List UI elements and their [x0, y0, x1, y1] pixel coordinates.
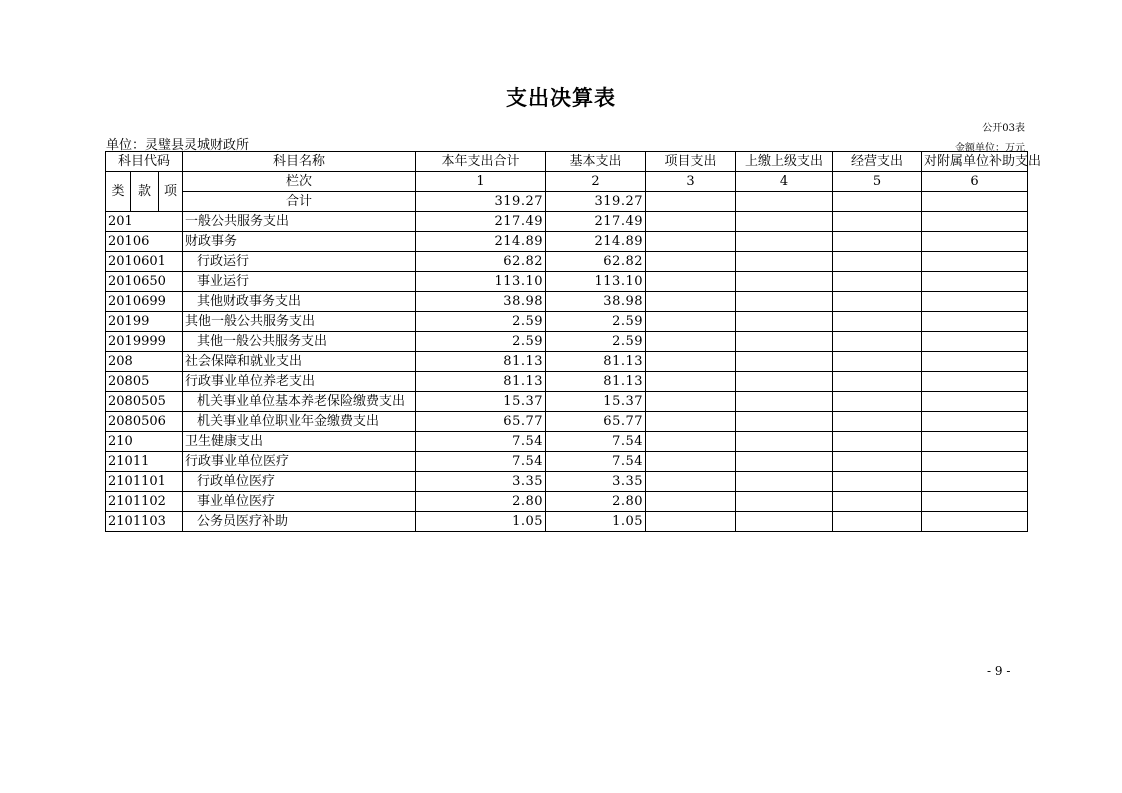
form-number: 公开03表	[982, 123, 1025, 134]
row-total: 81.13	[416, 372, 546, 392]
row-total: 3.35	[416, 472, 546, 492]
row-basic: 7.54	[546, 432, 646, 452]
row-code: 2080505	[106, 392, 183, 412]
row-total: 214.89	[416, 232, 546, 252]
row-code: 2010699	[106, 292, 183, 312]
row-total: 62.82	[416, 252, 546, 272]
table-row	[106, 372, 1028, 392]
header-lei: 类	[106, 172, 131, 212]
row-total: 7.54	[416, 432, 546, 452]
row-total: 2.80	[416, 492, 546, 512]
row-basic: 3.35	[546, 472, 646, 492]
row-total: 217.49	[416, 212, 546, 232]
row-name: 行政事业单位养老支出	[183, 372, 416, 392]
table-row	[106, 252, 1028, 272]
total-basic: 319.27	[546, 192, 646, 212]
page-number: - 9 -	[987, 664, 1011, 678]
row-name: 卫生健康支出	[183, 432, 416, 452]
row-total: 81.13	[416, 352, 546, 372]
col-number-3: 3	[646, 172, 736, 192]
row-basic: 2.80	[546, 492, 646, 512]
row-name: 公务员医疗补助	[183, 512, 416, 532]
header-subsidy: 对附属单位补助支出	[922, 152, 1028, 172]
row-name: 机关事业单位职业年金缴费支出	[183, 412, 416, 432]
row-name: 事业运行	[183, 272, 416, 292]
row-total: 1.05	[416, 512, 546, 532]
row-total: 7.54	[416, 452, 546, 472]
row-name: 行政事业单位医疗	[183, 452, 416, 472]
row-code: 2101101	[106, 472, 183, 492]
row-name: 其他一般公共服务支出	[183, 332, 416, 352]
row-code: 208	[106, 352, 183, 372]
row-basic: 62.82	[546, 252, 646, 272]
row-total: 38.98	[416, 292, 546, 312]
row-name: 事业单位医疗	[183, 492, 416, 512]
row-basic: 81.13	[546, 352, 646, 372]
table-row	[106, 472, 1028, 492]
row-code: 2019999	[106, 332, 183, 352]
table-row	[106, 232, 1028, 252]
header-higher: 上缴上级支出	[736, 152, 833, 172]
row-name: 财政事务	[183, 232, 416, 252]
header-kuan: 款	[131, 172, 159, 212]
row-total: 2.59	[416, 312, 546, 332]
table-row	[106, 272, 1028, 292]
row-code: 20199	[106, 312, 183, 332]
row-basic: 65.77	[546, 412, 646, 432]
col-number-1: 1	[416, 172, 546, 192]
expenditure-table	[105, 151, 1042, 532]
unit-label: 单位：灵璧县灵城财政所	[106, 138, 250, 153]
table-row	[106, 392, 1028, 412]
row-total: 65.77	[416, 412, 546, 432]
col-number-4: 4	[736, 172, 833, 192]
row-code: 2080506	[106, 412, 183, 432]
table-row	[106, 412, 1028, 432]
row-basic: 2.59	[546, 312, 646, 332]
table-row	[106, 332, 1028, 352]
table-row	[106, 452, 1028, 472]
row-basic: 217.49	[546, 212, 646, 232]
row-code: 210	[106, 432, 183, 452]
row-name: 社会保障和就业支出	[183, 352, 416, 372]
table-row	[106, 292, 1028, 312]
header-xiang: 项	[159, 172, 183, 212]
row-code: 201	[106, 212, 183, 232]
row-basic: 2.59	[546, 332, 646, 352]
row-basic: 113.10	[546, 272, 646, 292]
row-basic: 7.54	[546, 452, 646, 472]
total-subsidy	[922, 192, 1028, 212]
total-sum: 319.27	[416, 192, 546, 212]
header-basic: 基本支出	[546, 152, 646, 172]
total-label: 合计	[183, 192, 416, 212]
col-number-2: 2	[546, 172, 646, 192]
total-business	[833, 192, 922, 212]
row-name: 机关事业单位基本养老保险缴费支出	[183, 392, 416, 412]
row-code: 2101103	[106, 512, 183, 532]
page-title: 支出决算表	[506, 85, 616, 110]
header-name: 科目名称	[183, 152, 416, 172]
table-row	[106, 492, 1028, 512]
col-number-5: 5	[833, 172, 922, 192]
row-total: 2.59	[416, 332, 546, 352]
row-total: 15.37	[416, 392, 546, 412]
total-higher	[736, 192, 833, 212]
table-row	[106, 312, 1028, 332]
row-basic: 38.98	[546, 292, 646, 312]
row-total: 113.10	[416, 272, 546, 292]
row-code: 20805	[106, 372, 183, 392]
header-lanci: 栏次	[183, 172, 416, 192]
row-name: 行政运行	[183, 252, 416, 272]
row-code: 2101102	[106, 492, 183, 512]
row-basic: 1.05	[546, 512, 646, 532]
money-unit-label: 金额单位：万元	[955, 143, 1025, 154]
header-total: 本年支出合计	[416, 152, 546, 172]
row-name: 其他财政事务支出	[183, 292, 416, 312]
table-row	[106, 212, 1028, 232]
row-code: 20106	[106, 232, 183, 252]
row-name: 行政单位医疗	[183, 472, 416, 492]
header-business: 经营支出	[833, 152, 922, 172]
table-row	[106, 432, 1028, 452]
row-name: 其他一般公共服务支出	[183, 312, 416, 332]
table-row	[106, 512, 1028, 532]
row-basic: 15.37	[546, 392, 646, 412]
row-basic: 81.13	[546, 372, 646, 392]
header-code: 科目代码	[106, 152, 183, 172]
col-number-6: 6	[922, 172, 1028, 192]
row-code: 21011	[106, 452, 183, 472]
row-name: 一般公共服务支出	[183, 212, 416, 232]
row-basic: 214.89	[546, 232, 646, 252]
total-project	[646, 192, 736, 212]
row-code: 2010650	[106, 272, 183, 292]
row-code: 2010601	[106, 252, 183, 272]
header-project: 项目支出	[646, 152, 736, 172]
table-row	[106, 352, 1028, 372]
